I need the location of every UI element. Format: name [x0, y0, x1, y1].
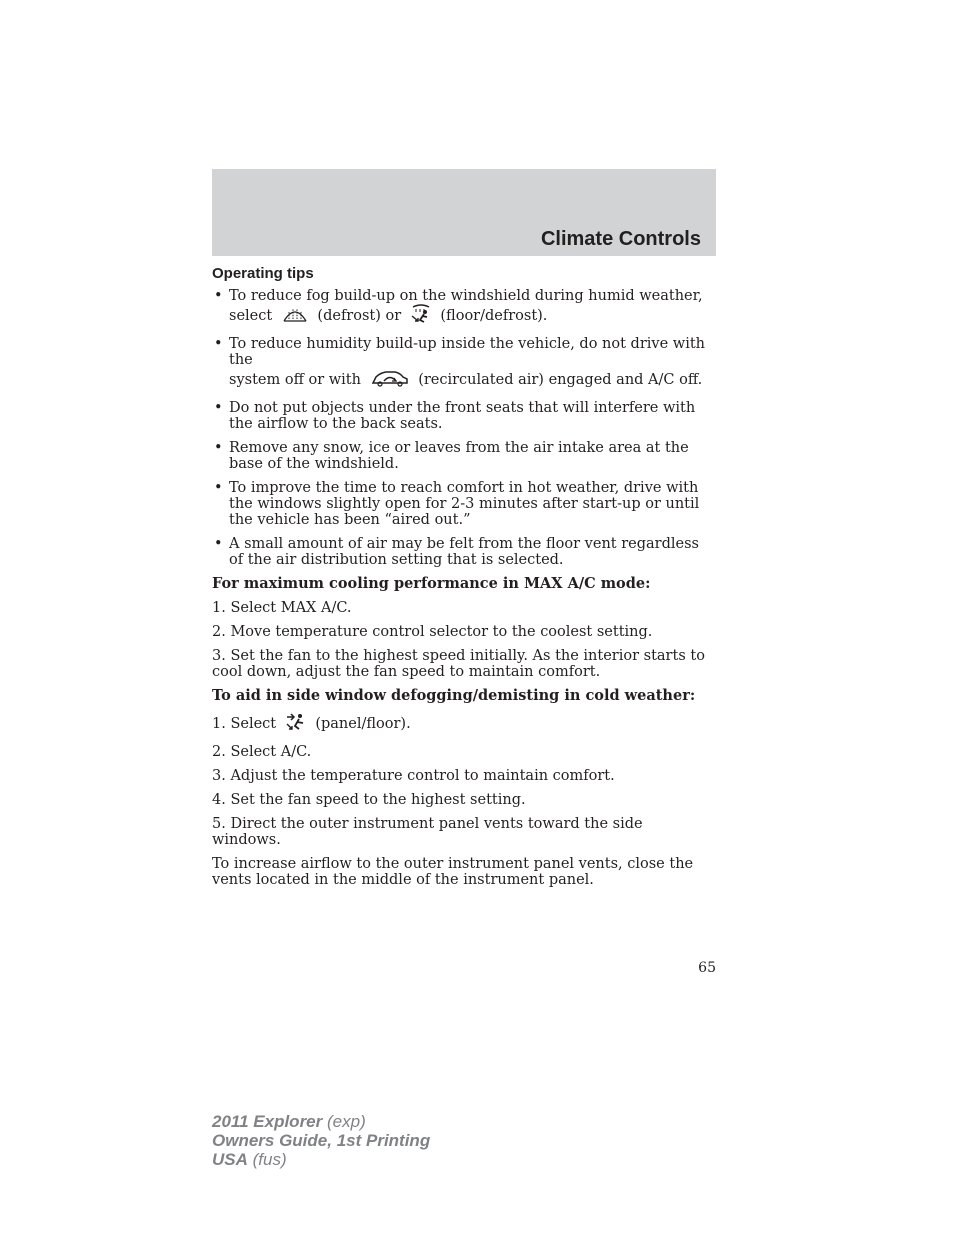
footer-line — [212, 1150, 430, 1169]
list-item: • A small amount of air may be felt from the floor vent regardless of the air distribution setting that is selected. — [212, 536, 716, 568]
recirculated-air-icon — [370, 368, 410, 392]
defogging-step: 2. Select A/C. — [212, 744, 312, 760]
list-item — [212, 288, 716, 328]
list-item: • To improve the time to reach comfort in hot weather, drive with the windows slightly open for 2-3 minutes after start-up or until the vehicle has been “aired out.” — [212, 480, 716, 528]
tip-text: (recirculated air) engaged and A/C off. — [418, 372, 703, 388]
defrost-icon — [281, 305, 309, 327]
defogging-step: 3. Adjust the temperature control to maintain comfort. — [212, 768, 615, 784]
operating-tips-heading: Operating tips — [212, 265, 314, 282]
defogging-heading: To aid in side window defogging/demisting in cold weather: — [212, 687, 696, 704]
section-title: Climate Controls — [540, 228, 701, 250]
tip-text: select — [229, 308, 273, 324]
tip-text: To reduce fog build-up on the windshield during humid weather, — [229, 288, 703, 304]
tip-text: (floor/defrost). — [440, 308, 548, 324]
list-item: • Remove any snow, ice or leaves from the air intake area at the base of the windshield. — [212, 440, 716, 472]
tip-text: (defrost) or — [317, 308, 402, 324]
footer-market: USA — [212, 1150, 248, 1169]
operating-tips-list — [212, 288, 716, 568]
footer-line — [212, 1112, 430, 1131]
footer-model: 2011 Explorer — [212, 1112, 323, 1131]
document-footer — [212, 1112, 430, 1169]
list-item: • Do not put objects under the front seats that will interfere with the airflow to the back seats. — [212, 400, 716, 432]
tip-text: system off or with — [229, 372, 361, 388]
footer-edition: Owners Guide, 1st Printing — [212, 1131, 431, 1150]
defogging-step: 4. Set the fan speed to the highest setting. — [212, 792, 526, 808]
tip-text: To reduce humidity build-up inside the vehicle, do not drive with the — [229, 336, 706, 368]
footer-market-code: (fus) — [252, 1150, 287, 1169]
floor-defrost-icon — [410, 304, 432, 328]
max-cooling-step: 3. Set the fan to the highest speed initially. As the interior starts to cool down, adjust the fan speed to maintain comfort. — [212, 648, 705, 680]
panel-floor-icon — [285, 712, 307, 736]
max-cooling-heading: For maximum cooling performance in MAX A/C mode: — [212, 575, 651, 592]
defogging-step-text: (panel/floor). — [315, 716, 411, 732]
max-cooling-step: 2. Move temperature control selector to the coolest setting. — [212, 624, 653, 640]
footer-model-code: (exp) — [327, 1112, 366, 1131]
section-header-band — [212, 169, 716, 256]
defogging-step-text: 1. Select — [212, 716, 277, 732]
list-item — [212, 336, 716, 392]
max-cooling-step: 1. Select MAX A/C. — [212, 600, 352, 616]
defogging-step: 5. Direct the outer instrument panel vents toward the side windows. — [212, 816, 643, 848]
page-number: 65 — [698, 960, 716, 976]
defogging-step — [212, 712, 716, 736]
defogging-note: To increase airflow to the outer instrument panel vents, close the vents located in the middle of the instrument panel. — [212, 856, 694, 888]
page-content — [212, 266, 716, 896]
